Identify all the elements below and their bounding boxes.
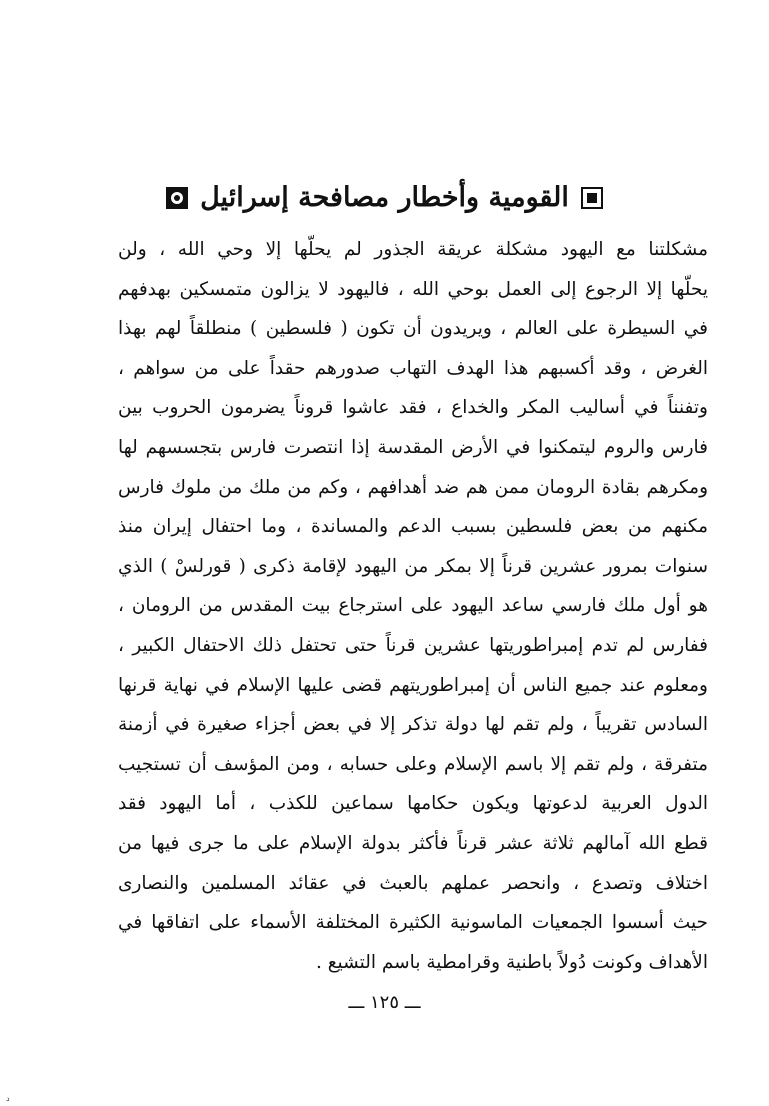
text-line: اختلاف وتصدع ، وانحصر عملهم بالعبث في عقائد المسلمين والنصارى: [118, 872, 708, 894]
text-line: ففارس لم تدم إمبراطوريتها عشرين قرناً حتى تحتفل ذلك الاحتفال الكبير ،: [118, 634, 708, 656]
page-number: ـــ ١٢٥ ـــ: [348, 992, 421, 1013]
text-line: ومكرهم بقادة الرومان ممن هم ضد أهدافهم ، وكم من ملك من ملوك فارس: [118, 476, 708, 498]
text-line: متفرقة ، ولم تقم إلا باسم الإسلام وعلى حسابه ، ومن المؤسف أن تستجيب: [118, 753, 708, 775]
text-line: مكنهم من بعض فلسطين بسبب الدعم والمساندة ، وما احتفال إيران منذ: [118, 516, 708, 538]
text-line: فارس والروم ليتمكنوا في الأرض المقدسة إذا انتصرت فارس بتجسسهم لها: [118, 436, 708, 458]
body-paragraph: [118, 230, 708, 982]
text-line: مشكلتنا مع اليهود مشكلة عريقة الجذور لم يحلّها إلا وحي الله ، ولن: [118, 239, 708, 260]
chapter-heading: [0, 178, 769, 218]
chapter-title: القومية وأخطار مصافحة إسرائيل: [200, 182, 569, 213]
text-line: حيث أسسوا الجمعيات الماسونية الكثيرة المختلفة الأسماء على اتفاقها في: [118, 912, 708, 934]
text-line: الغرض ، وقد أكسبهم هذا الهدف التهاب صدورهم حقداً على من سواهم ،: [118, 357, 708, 379]
text-line: هو أول ملك فارسي ساعد اليهود على استرجاع بيت المقدس من الرومان ،: [118, 595, 708, 617]
text-line: ومعلوم عند جميع الناس أن إمبراطوريتهم قضى عليها الإسلام في نهاية قرنها: [118, 674, 708, 696]
text-line: الأهداف وكونت دُولاً باطنية وقرامطية باسم التشيع .: [315, 951, 708, 973]
text-line: قطع الله آمالهم ثلاثة عشر قرناً فأكثر بدولة الإسلام على ما جرى فيها من: [118, 832, 708, 854]
square-bullet-icon: [581, 187, 603, 209]
margin-mark: د: [6, 1094, 10, 1103]
text-line: سنوات بمرور عشرين قرناً إلا بمكر من اليهود لإقامة ذكرى ( قورلسْ ) الذي: [118, 555, 708, 577]
text-line: السادس تقريباً ، ولم تقم لها دولة تذكر إلا في بعض أجزاء صغيرة في أزمنة: [118, 714, 708, 736]
text-line: يحلّها إلا الرجوع إلى العمل بوحي الله ، فاليهود لا يزالون متمسكين بهدفهم: [118, 278, 708, 300]
text-line: وتفنناً في أساليب المكر والخداع ، فقد عاشوا قروناً يضرمون الحروب بين: [118, 397, 708, 419]
text-line: الدول العربية لدعوتها ويكون حكامها سماعين للكذب ، أما اليهود فقد: [118, 793, 708, 815]
text-line: في السيطرة على العالم ، ويريدون أن تكون ( فلسطين ) منطلقاً لهم بهذا: [118, 318, 708, 340]
ornate-square-icon: [166, 187, 188, 209]
